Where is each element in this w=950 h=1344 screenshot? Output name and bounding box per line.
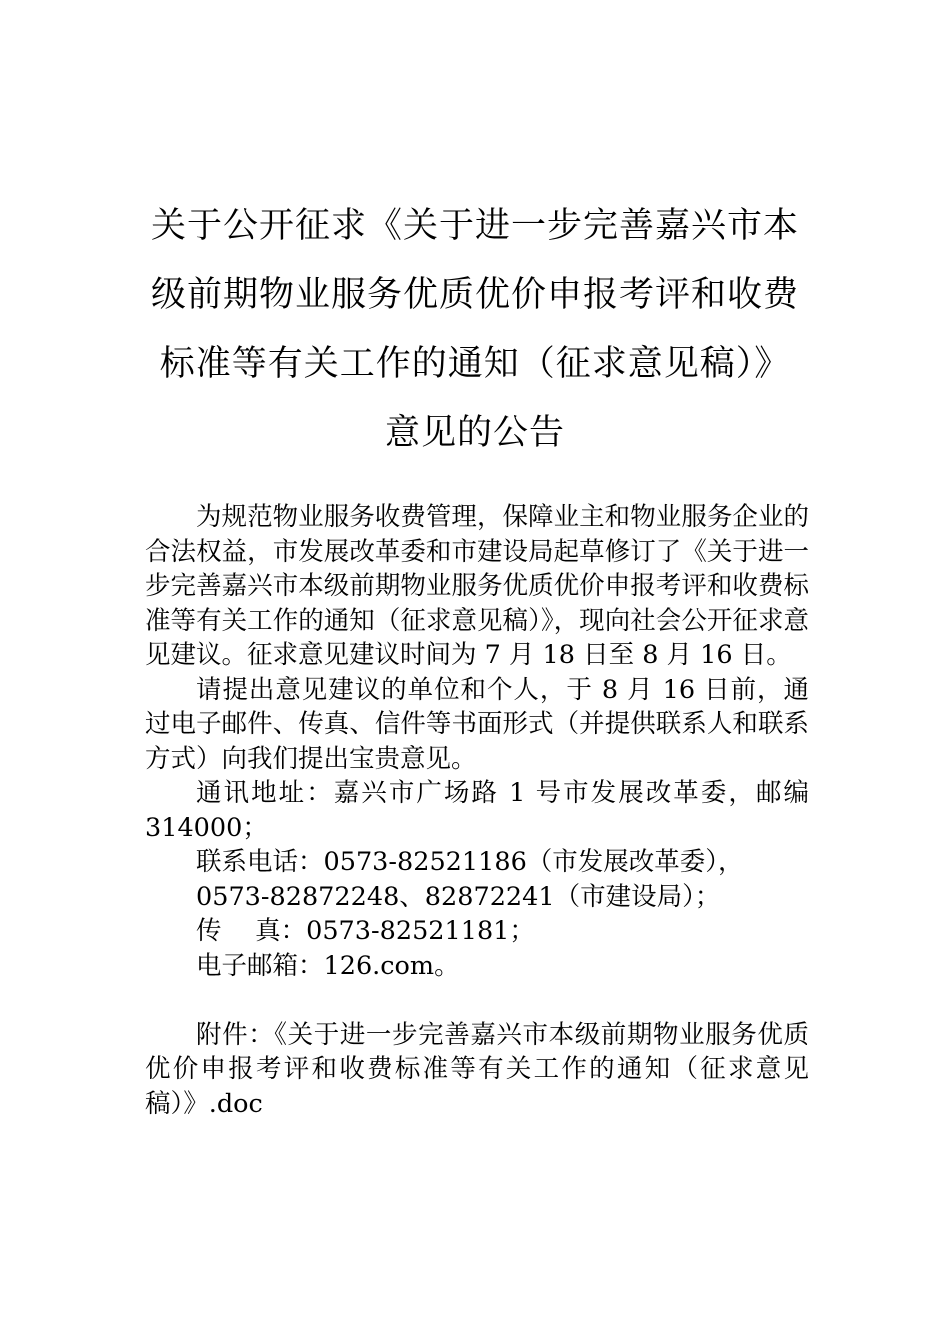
title-line-3: 标准等有关工作的通知（征求意见稿）》 (159, 344, 791, 384)
blank-line (145, 983, 809, 1018)
document-body (145, 500, 809, 1121)
title-line-4: 意见的公告 (384, 413, 565, 453)
phone-line-2: 0573-82872248、82872241（市建设局）； (196, 881, 721, 912)
attachment-paragraph: 附件：《关于进一步完善嘉兴市本级前期物业服务优质优价申报考评和收费标准等有关工作的通知（征求意见稿）》.doc (145, 1019, 809, 1119)
email-line: 电子邮箱：126.com。 (196, 950, 460, 981)
document-title (145, 192, 805, 468)
address-paragraph: 通讯地址：嘉兴市广场路 1 号市发展改革委，邮编 314000； (145, 778, 809, 843)
fax-line: 传 真：0573-82521181； (196, 916, 535, 946)
request-paragraph: 请提出意见建议的单位和个人，于 8 月 16 日前，通过电子邮件、传真、信件等书面形式（并提供联系人和联系方式）向我们提出宝贵意见。 (145, 674, 809, 774)
intro-paragraph: 为规范物业服务收费管理，保障业主和物业服务企业的合法权益，市发展改革委和市建设局起草修订了《关于进一步完善嘉兴市本级前期物业服务优质优价申报考评和收费标准等有关工作的通知（征求意见稿）》，现向社会公开征求意见建议。征求意见建议时间为 7 月 18 日至 8 月 16 日。 (145, 502, 809, 670)
phone-line-1: 联系电话：0573-82521186（市发展改革委）， (196, 847, 744, 877)
title-line-2: 级前期物业服务优质优价申报考评和收费 (150, 275, 799, 315)
title-line-1: 关于公开征求《关于进一步完善嘉兴市本 (150, 206, 799, 246)
